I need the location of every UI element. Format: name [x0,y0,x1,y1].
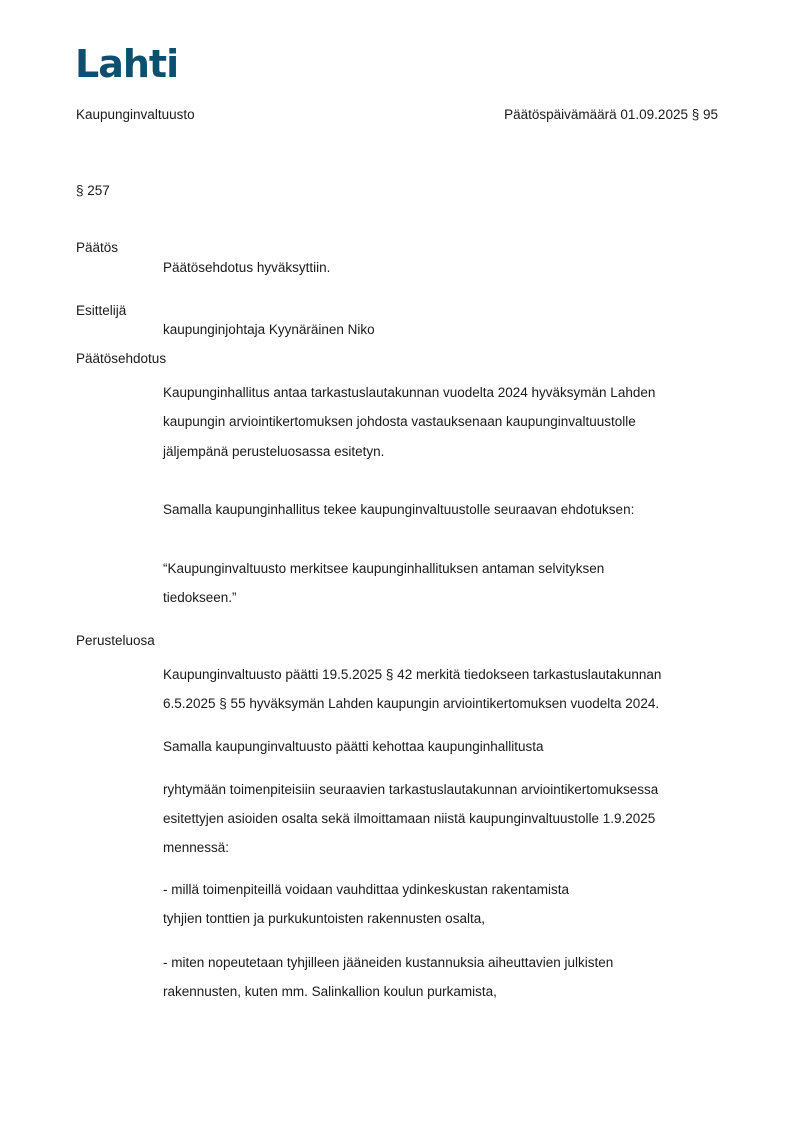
bullet-item-cont: tyhjien tonttien ja purkukuntoisten rakennusten osalta, [163,911,485,926]
esittelija-label: Esittelijä [76,303,127,318]
lahti-logo: Lahti [75,42,179,86]
bullet-item: - millä toimenpiteillä voidaan vauhdittaa ydinkeskustan rakentamista [163,882,569,897]
organ-name: Kaupunginvaltuusto [76,107,195,122]
perusteluosa-line: ryhtymään toimenpiteisiin seuraavien tarkastuslautakunnan arviointikertomuksessa [163,782,659,797]
paatosehdotus-label: Päätösehdotus [76,351,167,366]
bullet-item: - miten nopeutetaan tyhjilleen jääneiden kustannuksia aiheuttavien julkisten [163,955,614,970]
bullet-item-cont: rakennusten, kuten mm. Salinkallion koulun purkamista, [163,984,497,999]
paatosehdotus-line: kaupungin arviointikertomuksen johdosta vastauksenaan kaupunginvaltuustolle [163,414,636,429]
esittelija-text: kaupunginjohtaja Kyynäräinen Niko [163,322,375,337]
decision-date: Päätöspäivämäärä 01.09.2025 § 95 [504,107,718,122]
proposal-quote-line: “Kaupunginvaltuusto merkitsee kaupunginhallituksen antaman selvityksen [163,561,605,576]
perusteluosa-line: 6.5.2025 § 55 hyväksymän Lahden kaupungin arviointikertomuksen vuodelta 2024. [163,696,660,711]
section-number: § 257 [76,183,110,198]
paatosehdotus-line: Samalla kaupunginhallitus tekee kaupunginvaltuustolle seuraavan ehdotuksen: [163,502,635,517]
perusteluosa-line: Kaupunginvaltuusto päätti 19.5.2025 § 42 merkitä tiedokseen tarkastuslautakunnan [163,667,662,682]
proposal-quote-line: tiedokseen.” [163,590,237,605]
perusteluosa-line: esitettyjen asioiden osalta sekä ilmoittamaan niistä kaupunginvaltuustolle 1.9.2025 [163,811,656,826]
paatosehdotus-line: jäljempänä perusteluosassa esitetyn. [163,444,385,459]
perusteluosa-line: Samalla kaupunginvaltuusto päätti kehottaa kaupunginhallitusta [163,739,544,754]
paatosehdotus-line: Kaupunginhallitus antaa tarkastuslautakunnan vuodelta 2024 hyväksymän Lahden [163,385,656,400]
paatos-label: Päätös [76,240,119,255]
paatos-text: Päätösehdotus hyväksyttiin. [163,260,331,275]
perusteluosa-label: Perusteluosa [76,633,155,648]
perusteluosa-line: mennessä: [163,840,230,855]
